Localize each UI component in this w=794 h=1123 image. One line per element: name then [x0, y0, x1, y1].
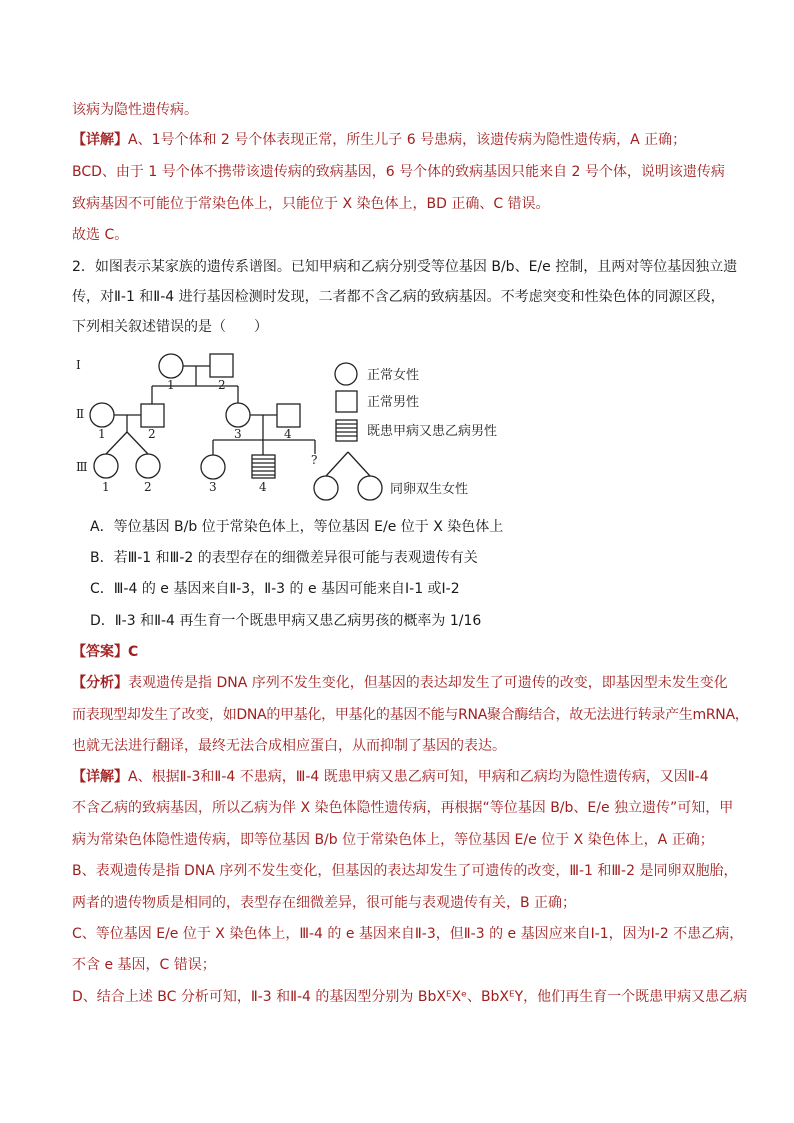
prev-detail-line-1	[72, 130, 732, 150]
question-2-line-1: 2．如图表示某家族的遗传系谱图。已知甲病和乙病分别受等位基因 B/b、E/e 控制，且两对等位基因独立遗	[72, 259, 738, 275]
twin-line-III-1	[106, 432, 127, 454]
answer-line	[72, 642, 732, 662]
male-II-2	[141, 404, 164, 427]
detail-text-1: A、根据Ⅱ-3和Ⅱ-4 不患病，Ⅲ-4 既患甲病又患乙病可知，甲病和乙病均为隐性遗传病，又因Ⅱ-4	[128, 769, 709, 785]
answer-value: C	[128, 644, 139, 660]
prev-detail-text: A、1号个体和 2 号个体表现正常，所生儿子 6 号患病，该遗传病为隐性遗传病，A 正确；	[128, 132, 687, 148]
legend-male-label: 正常男性	[367, 395, 420, 410]
detail-line-8: D、结合上述 BC 分析可知，Ⅱ-3 和Ⅱ-4 的基因型分别为 BbXᴱXᵉ、BbXᴱY，他们再生育一个既患甲病又患乙病	[72, 989, 748, 1005]
option-C: C．Ⅲ-4 的 e 基因来自Ⅱ-3，Ⅱ-3 的 e 基因可能来自Ⅰ-1 或Ⅰ-2	[90, 581, 460, 597]
question-2-line-2: 传，对Ⅱ-1 和Ⅱ-4 进行基因检测时发现，二者都不含乙病的致病基因。不考虑突变和性染色体的同源区段，	[72, 289, 725, 305]
label-I-2: 2	[218, 378, 226, 392]
unknown-child-label: ?	[311, 453, 318, 467]
analysis-line-3: 也就无法进行翻译，最终无法合成相应蛋白，从而抑制了基因的表达。	[72, 738, 506, 754]
detail-line-3: 病为常染色体隐性遗传病，即等位基因 B/b 位于常染色体上，等位基因 E/e 位于 X 染色体上，A 正确；	[72, 832, 714, 848]
label-II-3: 3	[234, 427, 242, 441]
legend-female-label: 正常女性	[367, 368, 420, 383]
analysis-line-1	[72, 673, 732, 693]
pedigree-diagram	[72, 346, 542, 506]
option-A: A．等位基因 B/b 位于常染色体上，等位基因 E/e 位于 X 染色体上	[90, 519, 504, 535]
legend-affected-label: 既患甲病又患乙病男性	[367, 424, 498, 439]
legend-male-symbol	[336, 391, 357, 412]
detail-line-6: C、等位基因 E/e 位于 X 染色体上，Ⅲ-4 的 e 基因来自Ⅱ-3，但Ⅱ-3 的 e 基因应来自Ⅰ-1，因为Ⅰ-2 不患乙病，	[72, 926, 744, 942]
twin-line-III-2	[127, 432, 148, 454]
generation-I-label: Ⅰ	[76, 358, 81, 372]
female-II-3	[226, 403, 250, 427]
analysis-text-1: 表观遗传是指 DNA 序列不发生变化，但基因的表达却发生了可遗传的改变，即基因型未发生变化	[128, 675, 728, 691]
analysis-tag: 【分析】	[72, 675, 128, 691]
question-2-line-3: 下列相关叙述错误的是（ ）	[72, 319, 268, 335]
label-II-4: 4	[284, 427, 292, 441]
detail-tag-2: 【详解】	[72, 769, 128, 785]
generation-II-label: Ⅱ	[76, 407, 85, 421]
prev-choice-line: 故选 C。	[72, 227, 129, 243]
generation-III-label: Ⅲ	[76, 460, 88, 474]
label-III-3: 3	[209, 480, 217, 494]
option-B: B．若Ⅲ-1 和Ⅲ-2 的表型存在的细微差异很可能与表观遗传有关	[90, 550, 478, 566]
female-III-3	[201, 455, 225, 479]
prev-detail-line-2: BCD、由于 1 号个体不携带该遗传病的致病基因，6 号个体的致病基因只能来自 2 号个体，说明该遗传病	[72, 164, 725, 180]
male-I-2	[210, 354, 233, 377]
legend-affected-symbol	[336, 420, 357, 441]
label-II-1: 1	[98, 427, 106, 441]
detail-line-5: 两者的遗传物质是相同的，表型存在细微差异，很可能与表观遗传有关，B 正确；	[72, 895, 577, 911]
legend-twins-label: 同卵双生女性	[390, 482, 469, 497]
label-III-4: 4	[259, 480, 267, 494]
female-I-1	[159, 354, 183, 378]
female-III-1	[94, 454, 118, 478]
label-III-2: 2	[144, 480, 152, 494]
analysis-line-2: 而表现型却发生了改变，如DNA的甲基化，甲基化的基因不能与RNA聚合酶结合，故无法进行转录产生mRNA，	[72, 707, 749, 723]
option-D: D．Ⅱ-3 和Ⅱ-4 再生育一个既患甲病又患乙病男孩的概率为 1/16	[90, 613, 482, 629]
label-III-1: 1	[102, 480, 110, 494]
prev-detail-line-3: 致病基因不可能位于常染色体上，只能位于 X 染色体上，BD 正确、C 错误。	[72, 196, 550, 212]
answer-tag: 【答案】	[72, 644, 128, 660]
detail-line-1	[72, 767, 732, 787]
female-II-1	[90, 403, 114, 427]
legend-twins-symbol	[314, 452, 382, 500]
affected-male-III-4	[252, 455, 275, 478]
legend-female-symbol	[335, 363, 357, 385]
detail-line-2: 不含乙病的致病基因，所以乙病为伴 X 染色体隐性遗传病，再根据“等位基因 B/b、E/e 独立遗传”可知，甲	[72, 800, 734, 816]
label-II-2: 2	[148, 427, 156, 441]
male-II-4	[277, 404, 300, 427]
female-III-2	[136, 454, 160, 478]
detail-line-4: B、表观遗传是指 DNA 序列不发生变化，但基因的表达却发生了可遗传的改变，Ⅲ-1 和Ⅲ-2 是同卵双胞胎，	[72, 863, 738, 879]
detail-line-7: 不含 e 基因，C 错误；	[72, 957, 216, 973]
label-I-1: 1	[167, 378, 175, 392]
prev-conclusion-line: 该病为隐性遗传病。	[72, 102, 198, 118]
detail-tag: 【详解】	[72, 132, 128, 148]
